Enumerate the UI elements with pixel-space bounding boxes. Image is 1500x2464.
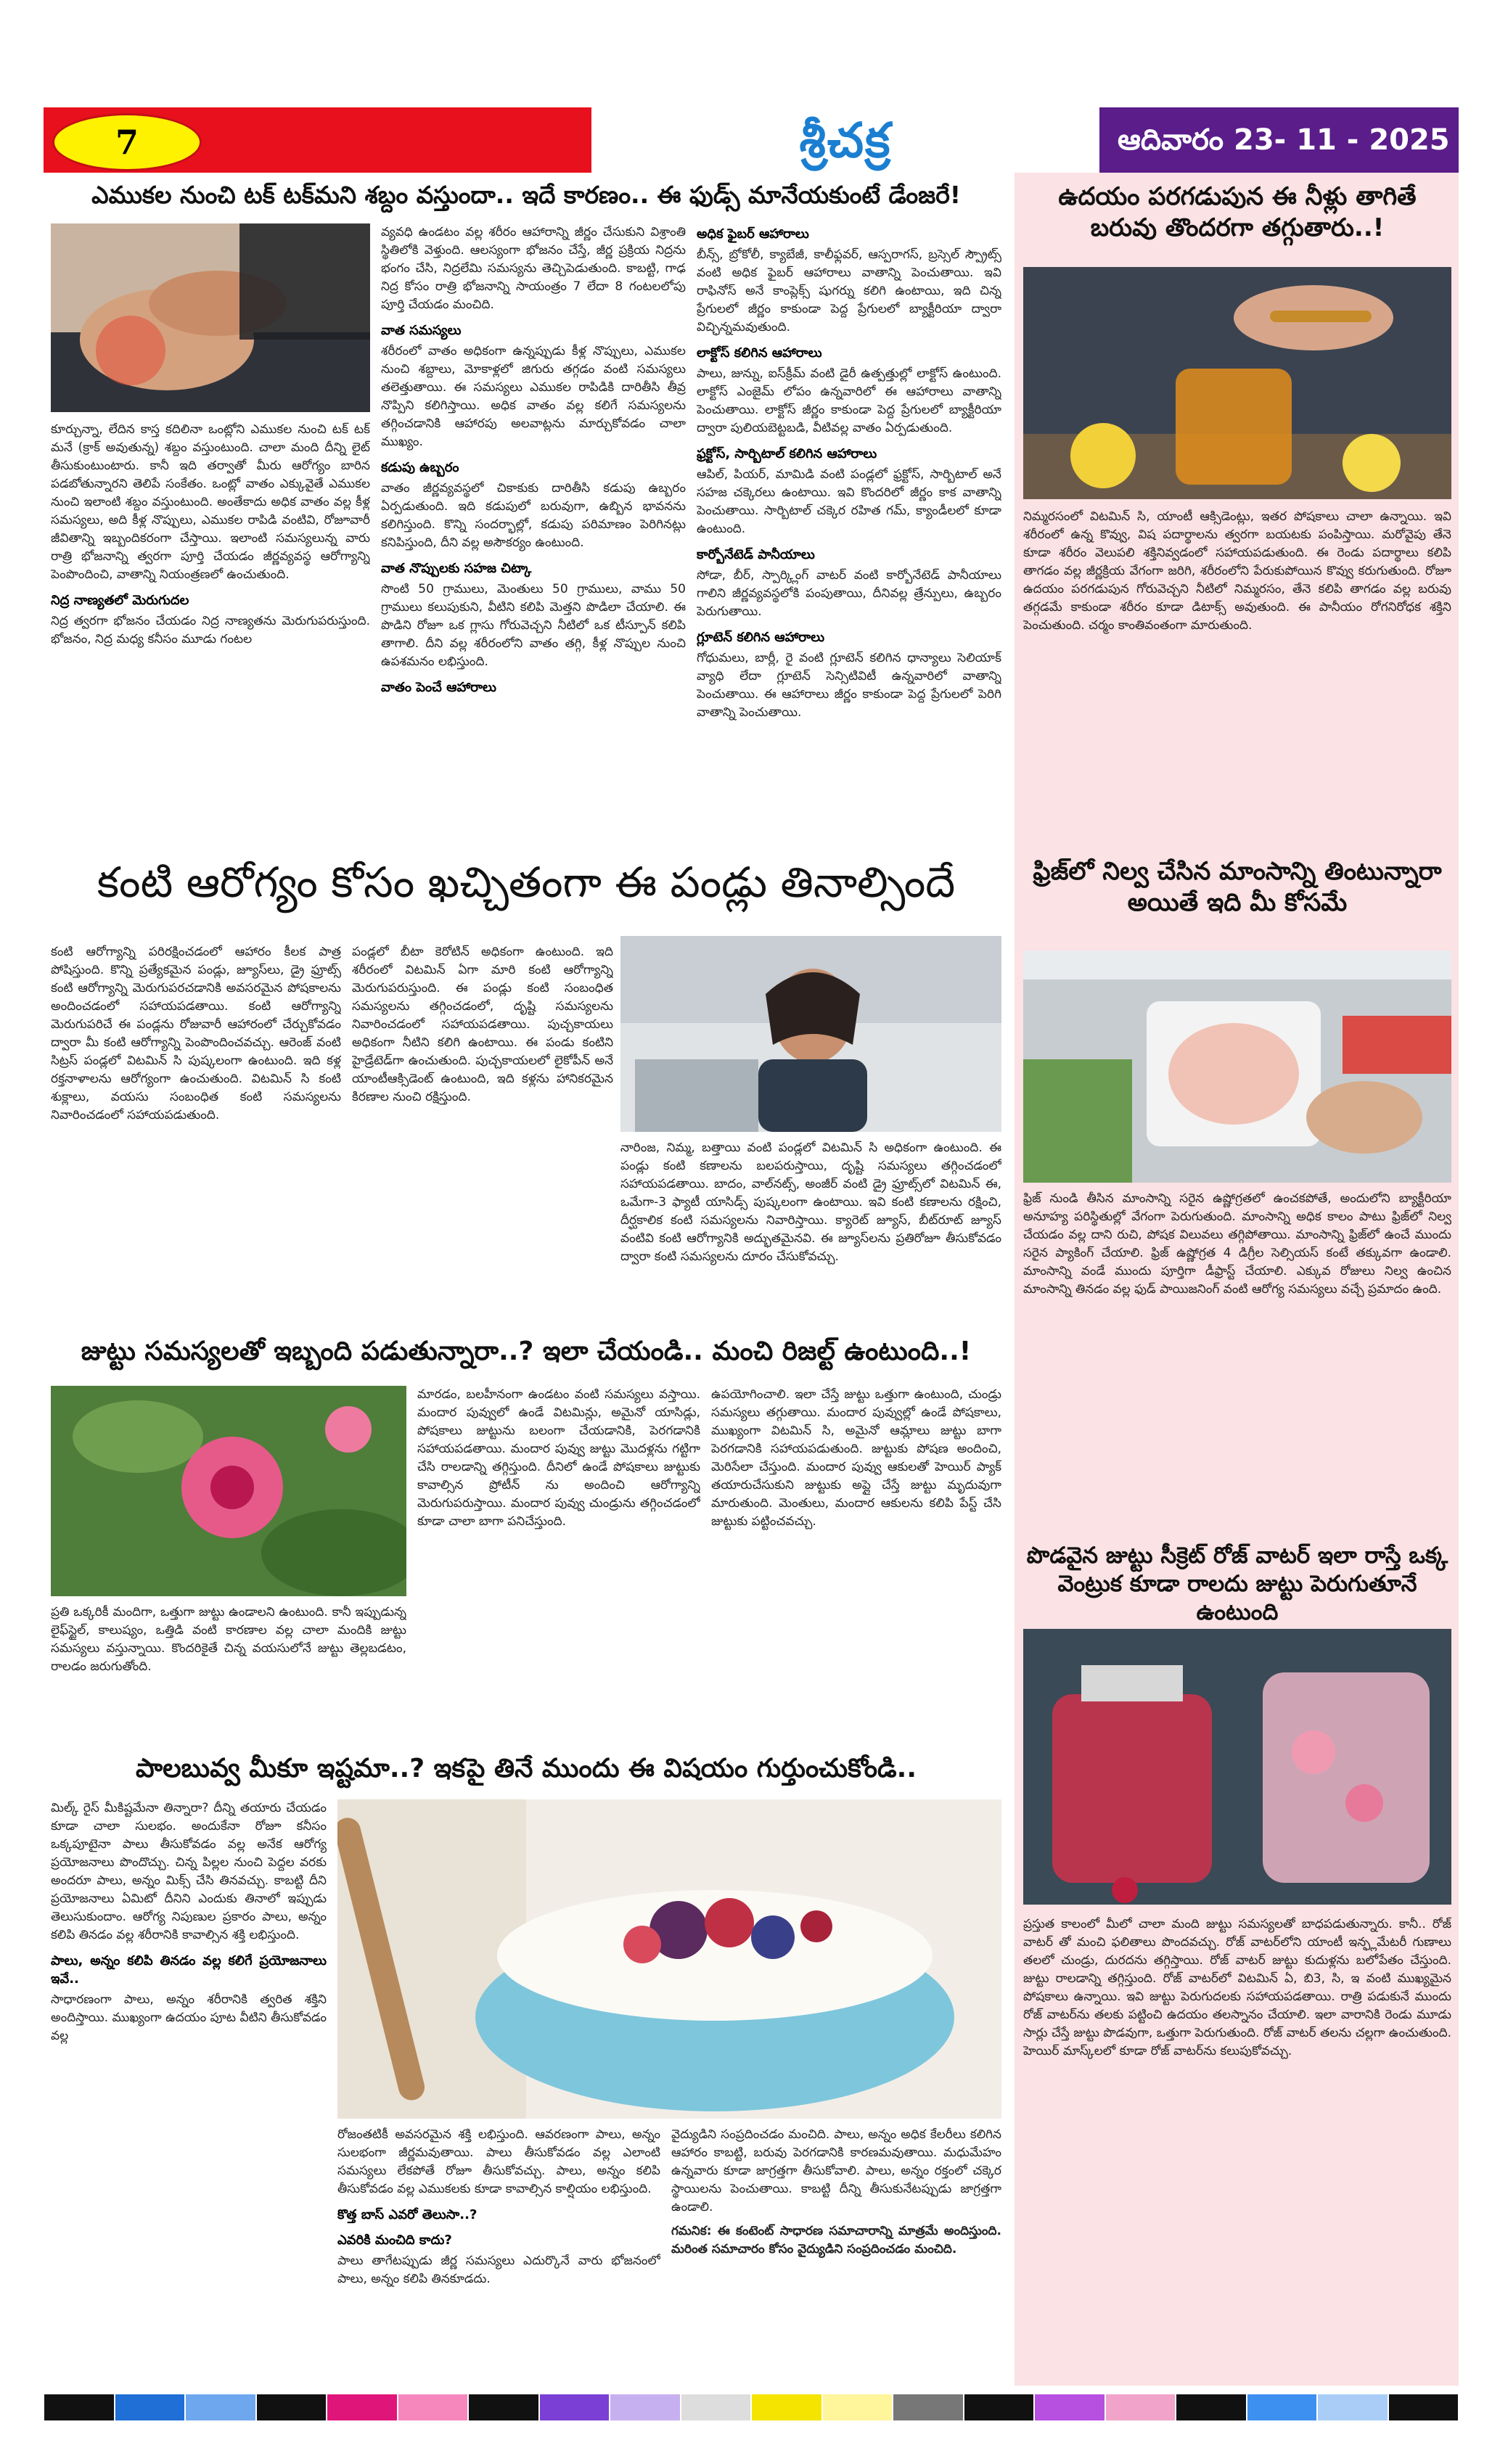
strip-swatch <box>469 2394 538 2420</box>
article-1-subhead-vata: వాత సమస్యలు <box>381 323 462 338</box>
sidebar-2-headline: ఫ్రిజ్‌లో నిల్వ చేసిన మాంసాన్ని తింటున్నారా అయితే ఇది మీ కోసమే <box>1033 857 1442 917</box>
brand-logo: శ్రీచక్ర <box>799 112 892 168</box>
milk-rice-illustration <box>337 1799 1001 2119</box>
rose-water-illustration <box>1023 1629 1451 1905</box>
strip-swatch <box>1389 2394 1459 2420</box>
sidebar-1-headline: ఉదయం పరగడుపున ఈ నీళ్లు తాగితే బరువు తొందరగా తగ్గుతారు..! <box>1058 182 1417 242</box>
article-3-column-3 <box>711 1386 1001 1741</box>
milk-rice-photo <box>337 1799 1001 2119</box>
strip-swatch <box>1106 2394 1176 2420</box>
strip-swatch <box>610 2394 680 2420</box>
sidebar-3-headline: పొడవైన జుట్టు సీక్రెట్ రోజ్ వాటర్ ఇలా రాస్తే ఒక్క వెంట్రుక కూడా రాలదు జుట్టు పెరుగుతూనే ఉంటుంది <box>1026 1543 1448 1625</box>
article-1-subhead-remedy: వాత నొప్పులకు సహజ చిట్కా <box>381 561 532 576</box>
article-2-column-1 <box>51 943 341 1321</box>
article-2-headline: కంటి ఆరోగ్యం కోసం ఖచ్చితంగా ఈ పండ్లు తినాల్సిందే <box>97 858 956 907</box>
article-1-col2b-text: శరీరంలో వాతం అధికంగా ఉన్నప్పుడు కీళ్ల నొప్పులు, ఎముకల నుంచి శబ్దాలు, మోకాళ్లలో జిగురు తగ్గడం వంటి సమస్యలు తలెత్తుతాయి. ఈ సమస్యలు ఎముకల రాపిడికి దారితీసి తీవ్ర నొప్పిని కలిగిస్తాయి. అధిక వాతం వల్ల కలిగే సమస్యలను తగ్గించడానికి ఆహారపు అలవాట్లను మార్చుకోవడం చాలా ముఖ్యం. <box>381 344 686 449</box>
eye-strain-photo <box>620 936 1001 1132</box>
article-4-col1b-text: సాధారణంగా పాలు, అన్నం శరీరానికి త్వరిత శక్తిని అందిస్తాయి. ముఖ్యంగా ఉదయం పూట వీటిని తీసుకోవడం వల్ల <box>51 1992 327 2043</box>
strip-swatch <box>823 2394 893 2420</box>
article-1-subhead-bloating: కడుపు ఉబ్బరం <box>381 460 459 475</box>
article-4-col1-text: మిల్క్ రైస్ మీకిష్టమేనా తిన్నారా? దీన్ని తయారు చేయడం కూడా చాలా సులభం. అందుకేనా రోజూ కనీసం ఒక్కపూటైనా పాలు తీసుకోవడం వల్ల అనేక ఆరోగ్య ప్రయోజనాలు పొందొచ్చు. చిన్న పిల్లల నుంచి పెద్దల వరకు అందరూ పాలు, అన్నం మిక్స్ చేసి తినవచ్చు. కాబట్టి దీని ప్రయోజనాలు ఏమిటో దీనిని ఎందుకు తినాలో ఇప్పుడు తెలుసుకుందాం. ఆరోగ్య నిపుణుల ప్రకారం పాలు, అన్నం కలిపి తినడం వల్ల శరీరానికి కావాల్సిన శక్తి లభిస్తుంది. <box>51 1801 327 1942</box>
rose-water-photo <box>1023 1629 1451 1905</box>
article-1-col3e-text: గోధుమలు, బార్లీ, రై వంటి గ్లూటెన్ కలిగిన ధాన్యాలు సెలియాక్ వ్యాధి లేదా గ్లూటెన్ సెన్సిటివిటీ ఉన్నవారిలో వాతాన్ని పెంచుతాయి. ఈ ఆహారాలు జీర్ణం కాకుండా పెద్ద ప్రేగులలో పెరిగి వాతాన్ని పెంచుతాయి. <box>697 651 1001 720</box>
article-1-col3b-text: పాలు, జున్ను, ఐస్‌క్రీమ్ వంటి డైరీ ఉత్పత్తుల్లో లాక్టోస్ ఉంటుంది. లాక్టోస్ ఎంజైమ్ లోపం ఉన్నవారిలో ఈ ఆహారాలు వాతాన్ని పెంచుతాయి. లాక్టోస్ జీర్ణం కాకుండా పెద్ద ప్రేగులలో బ్యాక్టీరియా ద్వారా పులియబెట్టబడి, వీటివల్ల వాతం ఏర్పడుతుంది. <box>697 366 1001 435</box>
article-3-column-1 <box>51 1603 406 1741</box>
sidebar-3-body <box>1023 1915 1451 2373</box>
strip-swatch <box>1035 2394 1104 2420</box>
strip-swatch <box>964 2394 1034 2420</box>
sidebar-1-text: నిమ్మరసంలో విటమిన్ సి, యాంటీ ఆక్సిడెంట్లు, ఇతర పోషకాలు చాలా ఉన్నాయి. ఇవి శరీరంలో ఉన్న కొవ్వు, విష పదార్థాలను త్వరగా బయటకు పంపిస్తాయి. మరోవైపు తేనె కూడా శరీరం వెలుపలి శక్తినివ్వడంలో సహాయపడుతుంది. ఈ రెండు పదార్థాలు కలిపి తాగడం వల్ల జీర్ణక్రియ వేగంగా జరిగి, శరీరంలోని పేరుకుపోయిన కొవ్వు కరుగుతుంది. రోజూ ఉదయం పరగడుపున గోరువెచ్చని నీటిలో నిమ్మరసం, తేనె కలిపి తాగడం వల్ల బరువు తగ్గడమే కాకుండా శరీరం కూడా డిటాక్స్ అవుతుంది. ఈ పానీయం రోగనిరోధక శక్తిని పెంచుతుంది. చర్మం కాంతివంతంగా మారుతుంది. <box>1023 509 1451 633</box>
article-4-column-3 <box>671 2126 1001 2373</box>
sidebar-2-text: ఫ్రిజ్ నుండి తీసిన మాంసాన్ని సరైన ఉష్ణోగ్రతలో ఉంచకపోతే, అందులోని బ్యాక్టీరియా అనూహ్య పరిస్థితుల్లో వేగంగా పెరుగుతుంది. మాంసాన్ని అధిక కాలం పాటు ఫ్రిజ్‌లో నిల్వ చేయడం వల్ల దాని రుచి, పోషక విలువలు తగ్గిపోతాయి. మాంసాన్ని ఫ్రిజ్‌లో ఉంచే ముందు సరైన ప్యాకింగ్ చేయాలి. ఫ్రిజ్ ఉష్ణోగ్రత 4 డిగ్రీల సెల్సియస్ కంటే తక్కువగా ఉండాలి. మాంసాన్ని వండే ముందు పూర్తిగా డీఫ్రాస్ట్ చేయాలి. ఎక్కువ రోజులు నిల్వ ఉంచిన మాంసాన్ని తినడం వల్ల ఫుడ్ పాయిజనింగ్ వంటి ఆరోగ్య సమస్యలు వచ్చే ప్రమాదం ఉంది. <box>1023 1191 1451 1297</box>
strip-swatch <box>327 2394 397 2420</box>
article-1-subhead-gluten: గ్లూటెన్ కలిగిన ఆహారాలు <box>697 630 825 645</box>
hibiscus-illustration <box>51 1386 406 1596</box>
honey-lemon-illustration <box>1023 267 1451 499</box>
sidebar-3-text: ప్రస్తుత కాలంలో మీలో చాలా మంది జుట్టు సమస్యలతో బాధపడుతున్నారు. కానీ.. రోజ్ వాటర్ తో మంచి ఫలితాలు పొందవచ్చు. రోజ్ వాటర్‌లోని యాంటీ ఇన్ఫ్లమేటరీ గుణాలు తలలో చుండ్రు, దురదను తగ్గిస్తాయి. రోజ్ వాటర్ జుట్టు కుదుళ్లను బలోపేతం చేస్తుంది. జుట్టు రాలడాన్ని తగ్గిస్తుంది. రోజ్ వాటర్‌లో విటమిన్ ఏ, బి3, సి, ఇ వంటి ముఖ్యమైన పోషకాలు ఉన్నాయి. ఇవి జుట్టు పెరుగుదలకు సహాయపడతాయి. రాత్రి పడుకునే ముందు రోజ్ వాటర్‌ను తలకు పట్టించి ఉదయం తలస్నానం చేయాలి. ఇలా వారానికి రెండు మూడు సార్లు చేస్తే జుట్టు పొడవుగా, ఒత్తుగా పెరుగుతుంది. రోజ్ వాటర్ తలను చల్లగా ఉంచుతుంది. హెయిర్ మాస్క్‌లలో కూడా రోజ్ వాటర్‌ను కలుపుకోవచ్చు. <box>1023 1917 1451 2058</box>
article-1-column-1 <box>51 421 370 762</box>
article-1-col3d-text: సోడా, బీర్, స్పార్క్లింగ్ వాటర్ వంటి కార్బోనేటెడ్ పానీయాలు గాలిని జీర్ణవ్యవస్థలోకి పంపుతాయి, దీనివల్ల త్రేన్పులు, ఉబ్బరం పెరుగుతాయి. <box>697 568 1001 619</box>
masthead-logo-area <box>591 107 1099 173</box>
fridge-meat-illustration <box>1023 950 1451 1183</box>
article-4-col2b-text: పాలు తాగేటప్పుడు జీర్ణ సమస్యలు ఎదుర్కొనే వారు భోజనంలో పాలు, అన్నం కలిపి తినకూడదు. <box>337 2254 660 2286</box>
article-1-subhead-lactose: లాక్టోస్ కలిగిన ఆహారాలు <box>697 345 822 361</box>
issue-date: ఆదివారం 23- 11 - 2025 <box>1118 123 1450 157</box>
article-4-col2-text: రోజంతటికీ అవసరమైన శక్తి లభిస్తుంది. ఆవరణంగా పాలు, అన్నం సులభంగా జీర్ణమవుతాయి. పాలు తీసుకోవడం వల్ల ఎలాంటి సమస్యలు లేకపోతే రోజూ తీసుకోవచ్చు. పాలు, అన్నం కలిపి తీసుకోవడం వల్ల ఎముకలకు కూడా కావాల్సిన కాల్షియం లభిస్తుంది. <box>337 2127 660 2196</box>
color-registration-strip <box>44 2394 1459 2420</box>
article-1-col2d-text: సొంటి 50 గ్రాములు, మెంతులు 50 గ్రాములు, వాము 50 గ్రాములు కలుపుకుని, వీటిని కలిపి మెత్తని పొడిలా చేయాలి. ఈ పొడిని రోజూ ఒక గ్లాసు గోరువెచ్చని నీటిలో ఒక టీస్పూన్ కలిపి తాగాలి. దీని వల్ల శరీరంలోని వాతం తగ్గి, కీళ్ల నొప్పుల నుంచి ఉపశమనం లభిస్తుంది. <box>381 582 686 669</box>
strip-swatch <box>893 2394 963 2420</box>
article-4-subhead-new-boss: కొత్త బాస్ ఎవరో తెలుసా..? <box>337 2207 478 2222</box>
article-1-column-3 <box>697 218 1001 849</box>
article-1-col1b-text: నిద్ర త్వరగా భోజనం చేయడం నిద్ర నాణ్యతను మెరుగుపరుస్తుంది. భోజనం, నిద్ర మధ్య కనీసం మూడు గంటల <box>51 614 370 646</box>
article-1-subhead-fiber: అధిక ఫైబర్ ఆహారాలు <box>697 226 809 242</box>
strip-swatch <box>115 2394 185 2420</box>
honey-lemon-photo <box>1023 267 1451 499</box>
hibiscus-photo <box>51 1386 406 1596</box>
article-4-headline: పాలబువ్వ మీకూ ఇష్టమా..? ఇకపై తినే ముందు ఈ విషయం గుర్తుంచుకోండి.. <box>135 1754 917 1783</box>
article-3-col2-text: మారడం, బలహీనంగా ఉండటం వంటి సమస్యలు వస్తాయి. మందార పువ్వులో ఉండే విటమిన్లు, అమైనో యాసిడ్లు, పోషకాలు జుట్టును బలంగా చేయడానికి, పెరగడానికి సహాయపడతాయి. మందార పువ్వు జుట్టు మొదళ్లను గట్టిగా చేసి రాలడాన్ని తగ్గిస్తుంది. దీనిలో ఉండే పోషకాలు జుట్టుకు కావాల్సిన ప్రోటీన్ ను అందించి ఆరోగ్యాన్ని మెరుగుపరుస్తాయి. మందార పువ్వు చుండ్రును తగ్గించడంలో కూడా చాలా బాగా పనిచేస్తుంది. <box>417 1387 700 1529</box>
strip-swatch <box>1247 2394 1317 2420</box>
article-4-subhead-who-avoid: ఎవరికి మంచిది కాదు? <box>337 2233 452 2248</box>
article-1-col3c-text: ఆపిల్, పియర్, మామిడి వంటి పండ్లలో ఫ్రక్టోస్, సార్బిటాల్ అనే సహజ చక్కెరలు ఉంటాయి. ఇవి కొందరిలో జీర్ణం కాక వాతాన్ని పెంచుతాయి. సార్బిటాల్ చక్కెర రహిత గమ్, క్యాండీలలో కూడా ఉంటుంది. <box>697 467 1001 536</box>
article-2-col2-text: పండ్లలో బీటా కెరోటిన్ అధికంగా ఉంటుంది. ఇది శరీరంలో విటమిన్ ఏగా మారి కంటి ఆరోగ్యాన్ని మెరుగుపరుస్తుంది. ఈ పండ్లు కంటి సంబంధిత సమస్యలను తగ్గించడంలో, దృష్టి సమస్యలను నివారించడంలో సహాయపడతాయి. పుచ్చకాయలు అధికంగా నీటిని కలిగి ఉంటాయి. ఈ పండు కంటిని హైడ్రేటెడ్‌గా ఉంచుతుంది. పుచ్చకాయలలో లైకోపీన్ అనే యాంటీఆక్సిడెంట్ ఉంటుంది, ఇది కళ్లను హానికరమైన కిరణాల నుంచి రక్షిస్తుంది. <box>352 945 613 1104</box>
article-1-col3-text: బీన్స్, బ్రోకోలీ, క్యాబేజీ, కాలీఫ్లవర్, ఆస్పరాగస్, బ్రస్సెల్ స్ప్రౌట్స్ వంటి అధిక ఫైబర్ ఆహారాలు వాతాన్ని పెంచుతాయి. ఇవి రాఫినోస్ అనే కాంప్లెక్స్ షుగర్ను కలిగి ఉంటాయి, ఇది చిన్న ప్రేగులలో జీర్ణం కాకుండా పెద్ద ప్రేగులలో బ్యాక్టీరియా ద్వారా విచ్ఛిన్నమవుతుంది. <box>697 247 1001 334</box>
masthead-date-band <box>1099 107 1459 173</box>
article-4-subhead-benefits: పాలు, అన్నం కలిపి తినడం వల్ల కలిగే ప్రయోజనాలు ఇవే.. <box>51 1953 327 1987</box>
sidebar-2-body <box>1023 1190 1451 1524</box>
masthead <box>44 107 1459 173</box>
article-2-col3-text: నారింజ, నిమ్మ, బత్తాయి వంటి పండ్లలో విటమిన్ సి అధికంగా ఉంటుంది. ఈ పండ్లు కంటి కణాలను బలపరుస్తాయి, దృష్టి సమస్యలు తగ్గించడంలో సహాయపడతాయి. బాదం, వాల్‌నట్స్, అంజీర్ వంటి డ్రై ఫ్రూట్స్‌లో విటమిన్ ఈ, ఒమేగా-3 ఫ్యాటీ యాసిడ్స్ పుష్కలంగా ఉంటాయి. ఇవి కంటి కణాలను రక్షించి, దీర్ఘకాలిక కంటి సమస్యలను నివారిస్తాయి. క్యారెట్ జ్యూస్, బీట్‌రూట్ జ్యూస్ వంటివి కంటి ఆరోగ్యానికి అద్భుతమైనవి. ఈ జ్యూస్‌లను ప్రతిరోజూ తీసుకోవడం ద్వారా కంటి సమస్యలను దూరం చేసుకోవచ్చు. <box>620 1141 1001 1264</box>
article-1-subhead-carbonated: కార్బోనేటెడ్ పానీయాలు <box>697 547 815 562</box>
strip-swatch <box>186 2394 255 2420</box>
sidebar-1-body <box>1023 508 1451 842</box>
article-1-column-2 <box>381 223 686 847</box>
strip-swatch <box>398 2394 468 2420</box>
article-3-headline: జుట్టు సమస్యలతో ఇబ్బంది పడుతున్నారా..? ఇలా చేయండి.. మంచి రిజల్ట్ ఉంటుంది..! <box>81 1336 972 1366</box>
eye-strain-illustration <box>620 936 1001 1132</box>
article-4-disclaimer: గమనిక: ఈ కంటెంట్ సాధారణ సమాచారాన్ని మాత్రమే అందిస్తుంది. మరింత సమాచారం కోసం వైద్యుడిని సంప్రదించడం మంచిది. <box>671 2224 1001 2256</box>
article-2-column-3 <box>620 1139 1001 1321</box>
knee-pain-illustration <box>51 223 370 412</box>
article-1-col2-text: వ్యవధి ఉండటం వల్ల శరీరం ఆహారాన్ని జీర్ణం చేసుకుని విశ్రాంతి స్థితిలోకి వెళ్తుంది. ఆలస్యంగా భోజనం చేస్తే, జీర్ణ ప్రక్రియ నిద్రను భంగం చేసి, నిద్రలేమి సమస్యను తెచ్చిపెడుతుంది. కాబట్టి, గాఢ నిద్ర కోసం రాత్రి భోజనాన్ని సాయంత్రం 7 లేదా 8 గంటలలోపు పూర్తి చేయడం మంచిది. <box>381 225 686 312</box>
article-2-col1-text: కంటి ఆరోగ్యాన్ని పరిరక్షించడంలో ఆహారం కీలక పాత్ర పోషిస్తుంది. కొన్ని ప్రత్యేకమైన పండ్లు, జ్యూస్‌లు, డ్రై ఫ్రూట్స్ కంటి ఆరోగ్యాన్ని మెరుగుపరచడానికి అవసరమైన పోషకాలను అందించడంలో సహాయపడతాయి. కంటి ఆరోగ్యాన్ని మెరుగుపరిచే ఈ పండ్లను రోజువారీ ఆహారంలో చేర్చుకోవడం ద్వారా మీ కంటి ఆరోగ్యాన్ని పెంపొందించవచ్చు. ఆరెంజ్ వంటి సిట్రస్ పండ్లలో విటమిన్ సి పుష్కలంగా ఉంటుంది. ఇది కళ్ల రక్తనాళాలను ఆరోగ్యంగా ఉంచుతుంది. విటమిన్ సి కంటి శుక్లాలు, వయసు సంబంధిత కంటి సమస్యలను నివారించడంలో సహాయపడుతుంది. <box>51 945 341 1122</box>
article-1-col2c-text: వాతం జీర్ణవ్యవస్థలో చికాకుకు దారితీసి కడుపు ఉబ్బరం ఏర్పడుతుంది. ఇది కడుపులో బరువుగా, ఉబ్బిన భావనను కలిగిస్తుంది. కొన్ని సందర్భాల్లో, కడుపు పరిమాణం పెరిగినట్లు కనిపిస్తుంది, దీని వల్ల అసౌకర్యం ఉంటుంది. <box>381 481 686 550</box>
article-1-headline: ఎముకల నుంచి టక్ టక్‌మని శబ్దం వస్తుందా.. ఇదే కారణం.. ఈ ఫుడ్స్ మానేయకుంటే డేంజరే! <box>91 181 961 209</box>
strip-swatch <box>1176 2394 1246 2420</box>
article-2-column-2 <box>352 943 613 1321</box>
strip-swatch <box>44 2394 114 2420</box>
masthead-red-band <box>44 107 591 173</box>
article-4-column-1 <box>51 1799 327 2373</box>
strip-swatch <box>752 2394 821 2420</box>
strip-swatch <box>540 2394 610 2420</box>
article-1-subhead-foods: వాతం పెంచే ఆహారాలు <box>381 680 496 695</box>
article-3-col1-text: ప్రతి ఒక్కరికీ మందిగా, ఒత్తుగా జుట్టు ఉండాలని ఉంటుంది. కానీ ఇప్పుడున్న లైఫ్‌స్టైల్, కాలుష్యం, ఒత్తిడి వంటి కారణాల వల్ల చాలా మందికి జుట్టు సమస్యలు వస్తున్నాయి. కొందరికైతే చిన్న వయసులోనే జుట్టు తెల్లబడటం, రాలడం జరుగుతోంది. <box>51 1605 406 1674</box>
article-4-col3-text: వైద్యుడిని సంప్రదించడం మంచిది. పాలు, అన్నం అధిక కేలరీలు కలిగిన ఆహారం కాబట్టి, బరువు పెరగడానికి కారణమవుతాయి. మధుమేహం ఉన్నవారు కూడా జాగ్రత్తగా తీసుకోవాలి. పాలు, అన్నం రక్తంలో చక్కెర స్థాయిలను పెంచుతాయి. కాబట్టి దీన్ని తీసుకునేటప్పుడు జాగ్రత్తగా ఉండాలి. <box>671 2127 1001 2214</box>
article-3-column-2 <box>417 1386 700 1741</box>
strip-swatch <box>1318 2394 1388 2420</box>
strip-swatch <box>257 2394 327 2420</box>
fridge-meat-photo <box>1023 950 1451 1183</box>
knee-pain-photo <box>51 223 370 412</box>
page-number: 7 <box>52 113 202 171</box>
article-1-subhead-sleep: నిద్ర నాణ్యతలో మెరుగుదల <box>51 593 189 608</box>
strip-swatch <box>681 2394 751 2420</box>
article-1-col1-text: కూర్చున్నా, లేదిన కాస్త కదిలినా ఒంట్లోని ఎముకల నుంచి టక్ టక్ మనే (క్రాక్ అవుతున్న) శబ్దం వస్తుంటుంది. చాలా మంది దీన్ని లైట్ తీసుకుంటుంటారు. కానీ ఇది తర్వాతో మీరు ఆరోగ్యం బారిన పడబోతున్నారని తెలిపే సంకేతం. ఒంట్లో వాతం ఎక్కువైతే ఎముకల నుంచి ఇలాంటి శబ్దం వస్తుంటుంది. అంతేకాదు అధిక వాతం వల్ల కీళ్ల సమస్యలు, అది కీళ్ల నొప్పులు, ఎముకల రాపిడి వంటివి, రోజూవారీ జీవితాన్ని ఇబ్బందికరంగా చేస్తాయి. ఇలాంటి సమస్యలున్న వారు రాత్రి భోజనాన్ని త్వరగా పూర్తి చేయడం జీర్ణవ్యవస్థ ఆరోగ్యాన్ని పెంపొందించి, వాతాన్ని నియంత్రణలో ఉంచుతుంది. <box>51 422 370 582</box>
article-4-column-2 <box>337 2126 660 2373</box>
article-3-col3-text: ఉపయోగించాలి. ఇలా చేస్తే జుట్టు ఒత్తుగా ఉంటుంది, చుండ్రు సమస్యలు తగ్గుతాయి. మందార పువ్వుల్లో ఉండే పోషకాలు, ముఖ్యంగా విటమిన్ సి, అమైనో ఆమ్లాలు జుట్టు బాగా పెరగడానికి సహాయపడుతుంది. జుట్టుకు పోషణ అందించి, మెరిసేలా చేస్తుంది. మందార పువ్వు ఆకులతో హెయిర్ ప్యాక్ తయారుచేసుకుని జుట్టుకు అప్లై చేస్తే జుట్టు మృదువుగా మారుతుంది. మెంతులు, మందార ఆకులను కలిపి పేస్ట్ చేసి జుట్టుకు పట్టించవచ్చు. <box>711 1387 1001 1529</box>
article-1-subhead-fructose: ఫ్రక్టోస్, సార్బిటాల్ కలిగిన ఆహారాలు <box>697 446 877 461</box>
